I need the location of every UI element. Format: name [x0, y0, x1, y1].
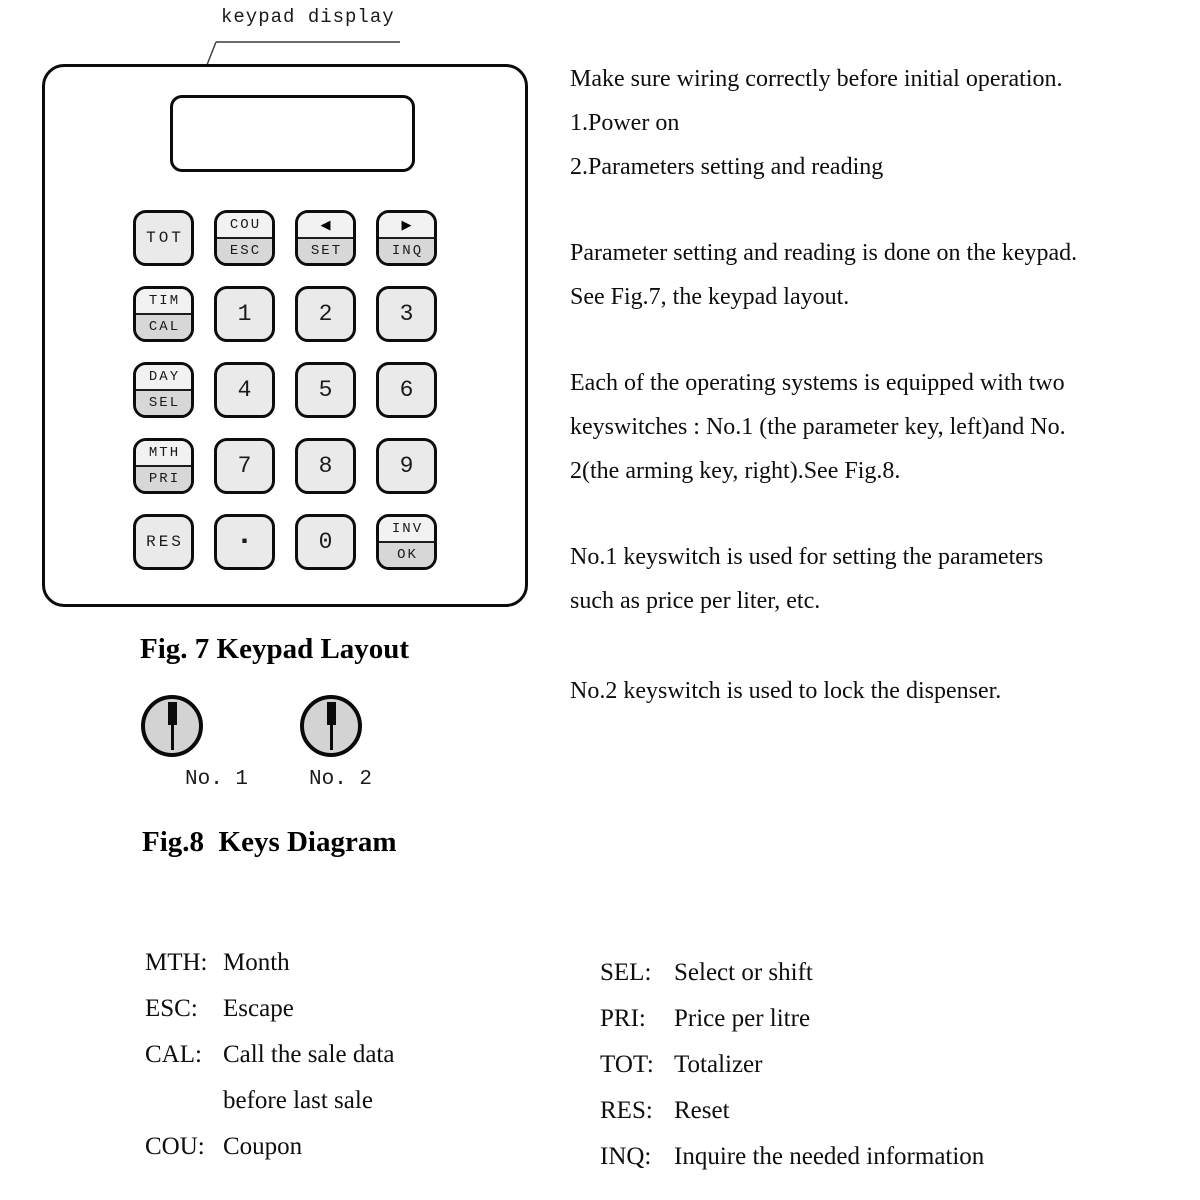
keypad-panel: [42, 64, 528, 607]
keyswitch-no2-slot: [327, 702, 336, 725]
keyswitch-no2-label: No. 2: [309, 768, 373, 791]
key-1: 1: [214, 286, 275, 342]
key-cou-esc: COU ESC: [214, 210, 275, 266]
key-7: 7: [214, 438, 275, 494]
legend-item-sel: SEL: Select or shift: [600, 959, 813, 986]
key-day-sel: DAY SEL: [133, 362, 194, 418]
key-0: 0: [295, 514, 356, 570]
left-arrow-icon: ◀: [298, 213, 353, 237]
keyswitch-no2: [300, 695, 362, 757]
legend-item-cal-line2: before last sale: [223, 1087, 373, 1114]
keypad-display: [170, 95, 415, 172]
legend-right: [600, 959, 984, 1189]
legend-item-pri: PRI: Price per litre: [600, 1005, 811, 1032]
paragraph-keyswitches: Each of the operating systems is equipped with two keyswitches : No.1 (the parameter key, left)and No. 2(the arming key, right).See Fig.8.: [570, 370, 1066, 484]
key-decimal: ·: [214, 514, 275, 570]
key-4: 4: [214, 362, 275, 418]
key-mth-pri: MTH PRI: [133, 438, 194, 494]
keypad-display-label: keypad display: [221, 6, 395, 28]
key-tot: TOT: [133, 210, 194, 266]
key-3: 3: [376, 286, 437, 342]
legend-item-mth: MTH: Month: [145, 949, 290, 976]
paragraph-parameter-setting: Parameter setting and reading is done on the keypad. See Fig.7, the keypad layout.: [570, 240, 1078, 310]
key-6: 6: [376, 362, 437, 418]
keypad-keys: [133, 210, 437, 570]
key-2: 2: [295, 286, 356, 342]
paragraph-keyswitch-no2: No.2 keyswitch is used to lock the dispenser.: [570, 678, 1002, 704]
right-arrow-icon: ▶: [379, 213, 434, 237]
legend-item-esc: ESC: Escape: [145, 995, 294, 1022]
key-right-arrow-inq: ▶ INQ: [376, 210, 437, 266]
legend-item-cou: COU: Coupon: [145, 1133, 303, 1160]
legend-item-res: RES: Reset: [600, 1097, 730, 1124]
key-res: RES: [133, 514, 194, 570]
key-9: 9: [376, 438, 437, 494]
keyswitch-no1-label: No. 1: [185, 768, 249, 791]
key-5: 5: [295, 362, 356, 418]
legend-item-cal: CAL: Call the sale data: [145, 1041, 395, 1068]
legend-item-inq: INQ: Inquire the needed information: [600, 1143, 985, 1170]
key-left-arrow-set: ◀ SET: [295, 210, 356, 266]
legend-item-tot: TOT: Totalizer: [600, 1051, 763, 1078]
keyswitch-no1-slot: [168, 702, 177, 725]
fig8-caption: Fig.8 Keys Diagram: [142, 826, 397, 858]
fig7-caption: Fig. 7 Keypad Layout: [140, 633, 410, 665]
keyswitch-no1: [141, 695, 203, 757]
paragraph-initial-operation: Make sure wiring correctly before initial operation. 1.Power on 2.Parameters setting and reading: [570, 66, 1063, 180]
key-inv-ok: INV OK: [376, 514, 437, 570]
paragraph-keyswitch-no1: No.1 keyswitch is used for setting the parameters such as price per liter, etc.: [570, 544, 1044, 614]
legend-left: [145, 949, 394, 1179]
key-tim-cal: TIM CAL: [133, 286, 194, 342]
key-8: 8: [295, 438, 356, 494]
